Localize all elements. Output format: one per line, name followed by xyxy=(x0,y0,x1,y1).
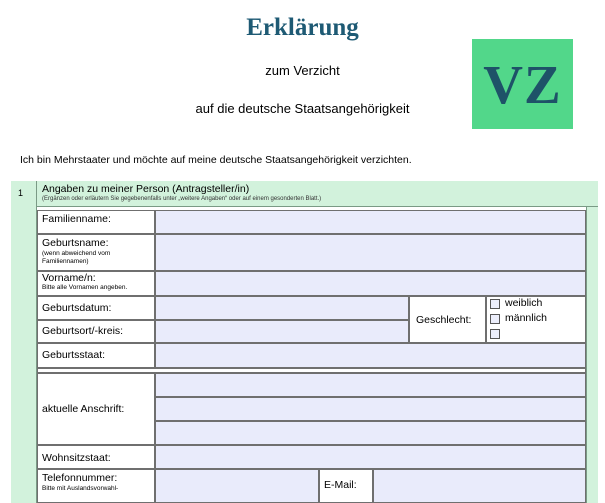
geburtsort-input[interactable] xyxy=(155,320,409,343)
telefon-input[interactable] xyxy=(155,469,319,503)
intro-text: Ich bin Mehrstaater und möchte auf meine deutsche Staatsangehörigkeit verzichten. xyxy=(20,154,412,166)
familienname-label-text: Familienname: xyxy=(42,213,111,225)
geschlecht-label xyxy=(409,296,486,343)
geburtsdatum-label-text: Geburtsdatum: xyxy=(42,302,112,314)
anschrift-input-line3[interactable] xyxy=(155,421,586,445)
document-subtitle: zum Verzicht xyxy=(265,63,340,78)
email-label-text: E-Mail: xyxy=(324,479,357,491)
anschrift-input-line2[interactable] xyxy=(155,397,586,421)
vz-logo: VZ xyxy=(472,39,573,129)
familienname-label xyxy=(37,210,155,234)
anschrift-input-line1[interactable] xyxy=(155,373,586,397)
document-title: Erklärung xyxy=(246,14,359,41)
geburtsname-input[interactable] xyxy=(155,234,586,271)
geburtsname-label-text: Geburtsname: xyxy=(42,237,109,249)
telefon-label xyxy=(37,469,155,503)
vorname-input[interactable] xyxy=(155,271,586,296)
wohnsitzstaat-label xyxy=(37,445,155,469)
section-right-border xyxy=(586,207,598,503)
document-subtitle-2: auf die deutsche Staatsangehörigkeit xyxy=(195,101,410,116)
weiblich-label: weiblich xyxy=(505,297,543,309)
divers-checkbox[interactable] xyxy=(490,329,500,339)
familienname-input[interactable] xyxy=(155,210,586,234)
geburtsstaat-input[interactable] xyxy=(155,343,586,368)
wohnsitzstaat-label-text: Wohnsitzstaat: xyxy=(42,452,111,464)
geburtsstaat-label xyxy=(37,343,155,368)
email-label xyxy=(319,469,373,503)
email-input[interactable] xyxy=(373,469,586,503)
vorname-label xyxy=(37,271,155,296)
geburtsname-label xyxy=(37,234,155,271)
maennlich-checkbox[interactable] xyxy=(490,314,500,324)
geburtsstaat-label-text: Geburtsstaat: xyxy=(42,349,106,361)
wohnsitzstaat-input[interactable] xyxy=(155,445,586,469)
telefon-label-text: Telefonnummer: xyxy=(42,472,118,484)
geschlecht-label-text: Geschlecht: xyxy=(416,313,472,326)
weiblich-checkbox[interactable] xyxy=(490,299,500,309)
section-note: (Ergänzen oder erläutern Sie gegebenenfalls unter „weitere Angaben“ oder auf einem gesonderten Blatt.) xyxy=(42,196,322,202)
anschrift-label-text: aktuelle Anschrift: xyxy=(42,403,125,415)
telefon-hint: Bitte mit Auslandsvorwahl- xyxy=(42,485,119,492)
geburtsdatum-input[interactable] xyxy=(155,296,409,320)
section-title: Angaben zu meiner Person (Antragsteller/in) xyxy=(42,183,250,195)
section-header xyxy=(37,181,598,207)
geburtsort-label xyxy=(37,320,155,343)
vorname-label-text: Vorname/n: xyxy=(42,272,96,284)
geburtsdatum-label xyxy=(37,296,155,320)
vorname-hint: Bitte alle Vornamen angeben. xyxy=(42,284,128,291)
geburtsname-hint: (wenn abweichend vom Familiennamen) xyxy=(42,250,111,265)
geburtsort-label-text: Geburtsort/-kreis: xyxy=(42,325,124,337)
maennlich-label: männlich xyxy=(505,312,548,324)
anschrift-label xyxy=(37,373,155,445)
section-number: 1 xyxy=(11,181,37,503)
